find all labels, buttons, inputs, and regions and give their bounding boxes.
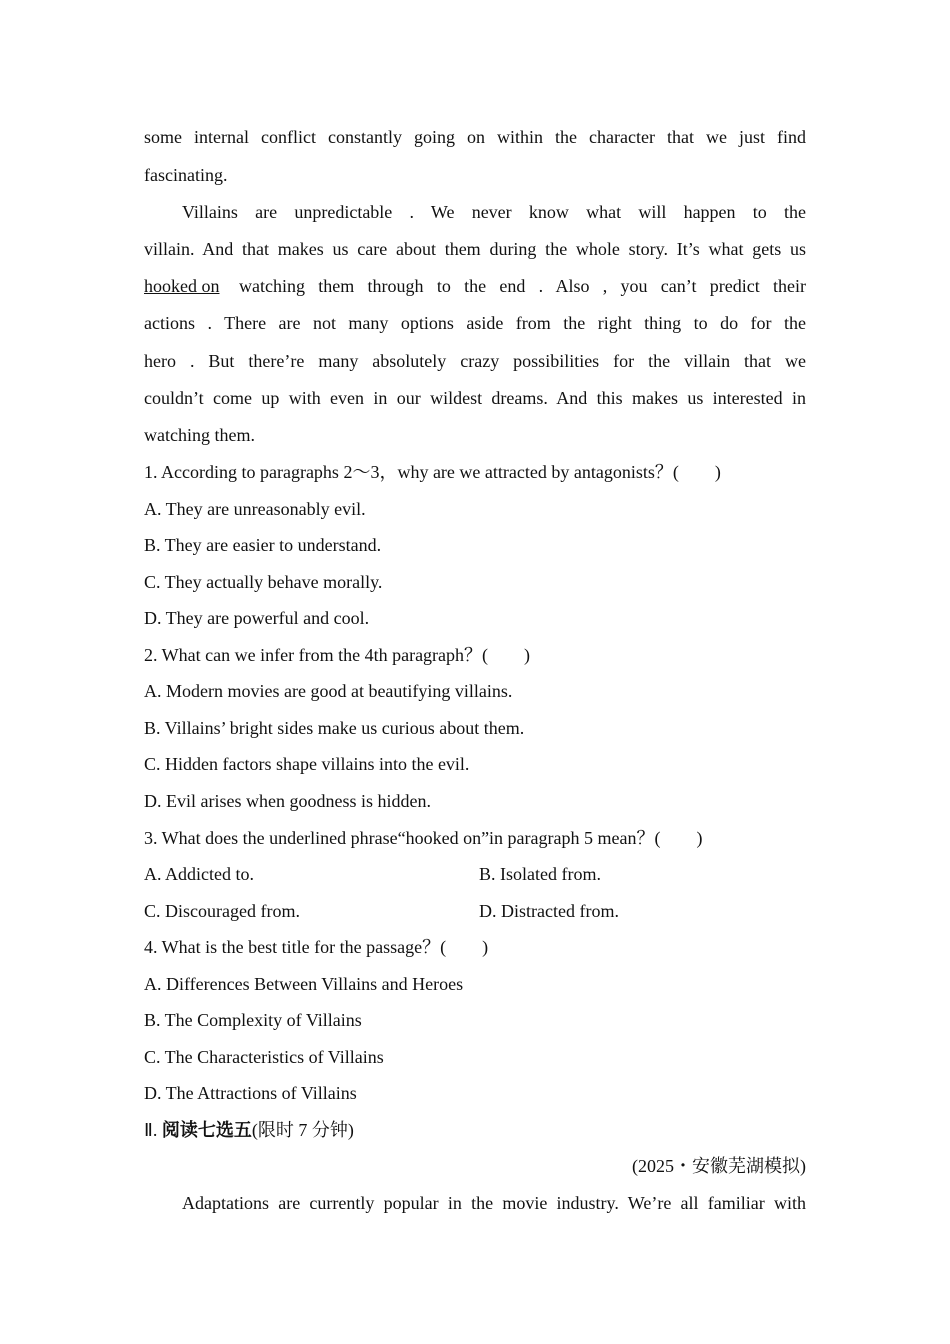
option: C. They actually behave morally. bbox=[144, 572, 383, 592]
option: B. Villains’ bright sides make us curious about them. bbox=[144, 718, 525, 738]
passage-line: villain. And that makes us care about them during the whole story. It’s what gets us bbox=[144, 239, 806, 259]
section-heading bbox=[144, 1118, 806, 1142]
option: B. Isolated from. bbox=[479, 864, 601, 884]
option: A. Modern movies are good at beautifying villains. bbox=[144, 681, 513, 701]
question-stem: 2. What can we infer from the 4th paragraph？( ) bbox=[144, 645, 531, 665]
option: B. The Complexity of Villains bbox=[144, 1010, 362, 1030]
passage-line: fascinating. bbox=[144, 165, 228, 185]
question-stem: 4. What is the best title for the passage？( ) bbox=[144, 937, 489, 957]
option: D. Evil arises when goodness is hidden. bbox=[144, 791, 431, 811]
question-stem: 1. According to paragraphs 2～3，why are we attracted by antagonists？( ) bbox=[144, 462, 721, 482]
passage-line: hero . But there’re many absolutely crazy possibilities for the villain that we bbox=[144, 351, 806, 371]
option: A. Addicted to. bbox=[144, 864, 254, 884]
option: C. Hidden factors shape villains into the evil. bbox=[144, 754, 470, 774]
source-note: (2025・安徽芜湖模拟) bbox=[632, 1156, 806, 1176]
option: C. Discouraged from. bbox=[144, 901, 300, 921]
option: B. They are easier to understand. bbox=[144, 535, 382, 555]
passage-line: actions . There are not many options aside from the right thing to do for the bbox=[144, 313, 806, 333]
passage-line: Villains are unpredictable . We never know what will happen to the bbox=[182, 202, 806, 222]
option: D. They are powerful and cool. bbox=[144, 608, 370, 628]
passage-line: Adaptations are currently popular in the movie industry. We’re all familiar with bbox=[182, 1193, 806, 1213]
option: A. They are unreasonably evil. bbox=[144, 499, 366, 519]
passage-line: watching them through to the end . Also , you can’t predict their bbox=[239, 276, 806, 296]
option: A. Differences Between Villains and Heroes bbox=[144, 974, 464, 994]
passage-line: watching them. bbox=[144, 425, 255, 445]
section-note: (限时 7 分钟) bbox=[251, 1120, 354, 1140]
passage-line: some internal conflict constantly going on within the character that we just find bbox=[144, 127, 806, 147]
option: C. The Characteristics of Villains bbox=[144, 1047, 384, 1067]
option: D. Distracted from. bbox=[479, 901, 619, 921]
underlined-phrase: hooked on bbox=[144, 276, 220, 296]
section-title: 阅读七选五 bbox=[161, 1120, 252, 1140]
option: D. The Attractions of Villains bbox=[144, 1083, 357, 1103]
question-stem: 3. What does the underlined phrase“hooked on”in paragraph 5 mean？( ) bbox=[144, 828, 703, 848]
section-number: Ⅱ. bbox=[144, 1120, 158, 1140]
passage-line: couldn’t come up with even in our wildest dreams. And this makes us interested in bbox=[144, 388, 806, 408]
